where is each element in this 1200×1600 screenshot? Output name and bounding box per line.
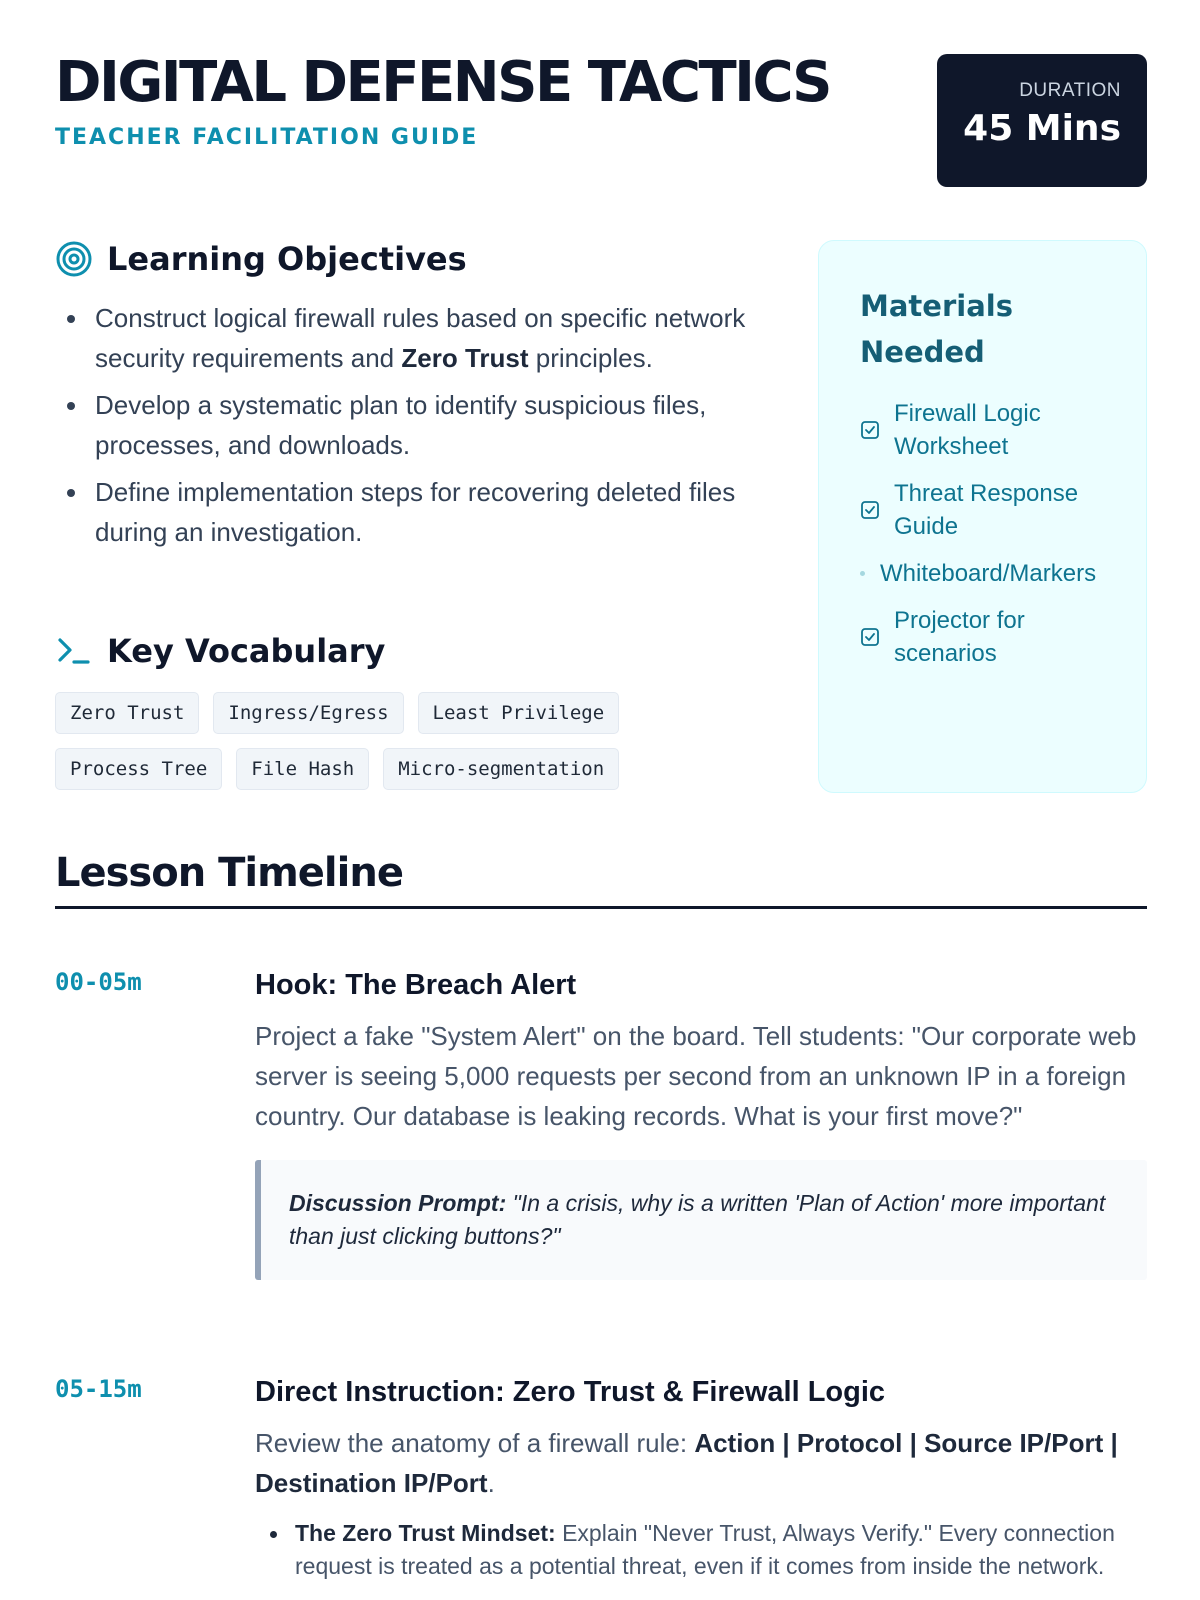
timeline-title: Direct Instruction: Zero Trust & Firewall Logic bbox=[255, 1376, 886, 1408]
objectives-heading-row bbox=[55, 240, 755, 278]
objective-item bbox=[55, 472, 755, 552]
timeline-description bbox=[255, 1423, 1147, 1503]
description-text: Review the anatomy of a firewall rule: bbox=[255, 1428, 695, 1458]
material-item bbox=[860, 557, 1110, 590]
checkbox-icon bbox=[860, 500, 880, 520]
page-title: DIGITAL DEFENSE TACTICS bbox=[55, 50, 830, 115]
objective-emphasis: Zero Trust bbox=[401, 343, 529, 373]
vocab-chip: Least Privilege bbox=[418, 692, 620, 734]
timeline-description: Project a fake "System Alert" on the board. Tell students: "Our corporate web server is seeing 5,000 requests per second from an unknown IP in a foreign country. Our database is leaking records. What is your first move?" bbox=[255, 1021, 1137, 1131]
lesson-plan-page bbox=[55, 0, 1147, 1579]
timeline-body bbox=[255, 968, 1147, 1280]
duration-badge bbox=[937, 54, 1147, 187]
point-text: Explain "Never Trust, Always Verify." Every connection request is treated as a potential threat, even if it comes from inside the network. bbox=[295, 1520, 1115, 1579]
objective-text: principles. bbox=[528, 343, 653, 373]
description-text: . bbox=[487, 1468, 495, 1498]
duration-label: DURATION bbox=[1019, 80, 1121, 101]
timeline-body bbox=[255, 1375, 1147, 1583]
material-item bbox=[860, 604, 1110, 670]
instruction-points bbox=[255, 1517, 1147, 1583]
callout-label: Discussion Prompt: bbox=[289, 1190, 507, 1216]
dot-icon bbox=[860, 571, 865, 576]
timeline-heading-row bbox=[55, 850, 1147, 909]
description-emphasis: Action | Protocol | Source IP/Port | Destination IP/Port bbox=[255, 1428, 1118, 1498]
timeline-title: Hook: The Breach Alert bbox=[255, 969, 577, 1001]
checkbox-icon bbox=[860, 420, 880, 440]
vocab-chip: Process Tree bbox=[55, 748, 222, 790]
material-label: Firewall Logic Worksheet bbox=[894, 400, 1041, 460]
key-vocabulary-section bbox=[55, 632, 755, 790]
timeline-time: 00-05m bbox=[55, 968, 142, 996]
instruction-point bbox=[255, 1517, 1147, 1583]
material-label: Threat Response Guide bbox=[894, 480, 1079, 540]
checkbox-icon bbox=[860, 627, 880, 647]
vocab-chip: Micro-segmentation bbox=[383, 748, 619, 790]
vocab-chip: Ingress/Egress bbox=[213, 692, 403, 734]
learning-objectives-section bbox=[55, 240, 755, 559]
target-icon bbox=[55, 240, 93, 278]
terminal-prompt-icon bbox=[55, 632, 93, 670]
material-item bbox=[860, 397, 1110, 463]
duration-value: 45 Mins bbox=[963, 108, 1121, 149]
timeline-time: 05-15m bbox=[55, 1375, 142, 1403]
page-subtitle: TEACHER FACILITATION GUIDE bbox=[55, 125, 479, 150]
vocabulary-heading: Key Vocabulary bbox=[107, 632, 386, 670]
objective-item bbox=[55, 298, 755, 378]
point-label: The Zero Trust Mindset: bbox=[295, 1520, 556, 1546]
vocabulary-chips bbox=[55, 692, 655, 790]
vocab-chip: File Hash bbox=[236, 748, 369, 790]
objectives-heading: Learning Objectives bbox=[107, 240, 467, 278]
materials-list bbox=[860, 397, 1110, 670]
page-header bbox=[55, 0, 1147, 190]
materials-heading: Materials Needed bbox=[860, 289, 1013, 369]
material-label: Whiteboard/Markers bbox=[880, 560, 1097, 587]
callout-text: "In a crisis, why is a written 'Plan of Action' more important than just clicking buttons?" bbox=[289, 1190, 1106, 1249]
discussion-prompt-callout bbox=[255, 1160, 1147, 1280]
objective-item bbox=[55, 385, 755, 465]
objectives-list bbox=[55, 298, 755, 552]
materials-panel bbox=[818, 240, 1147, 793]
objective-text: Define implementation steps for recovering deleted files during an investigation. bbox=[95, 477, 736, 547]
objective-text: Construct logical firewall rules based on specific network security requirements and bbox=[95, 303, 746, 373]
material-label: Projector for scenarios bbox=[894, 607, 1025, 667]
material-item bbox=[860, 477, 1110, 543]
vocabulary-heading-row bbox=[55, 632, 755, 670]
objective-text: Develop a systematic plan to identify suspicious files, processes, and downloads. bbox=[95, 390, 707, 460]
timeline-heading: Lesson Timeline bbox=[55, 850, 403, 896]
vocab-chip: Zero Trust bbox=[55, 692, 199, 734]
